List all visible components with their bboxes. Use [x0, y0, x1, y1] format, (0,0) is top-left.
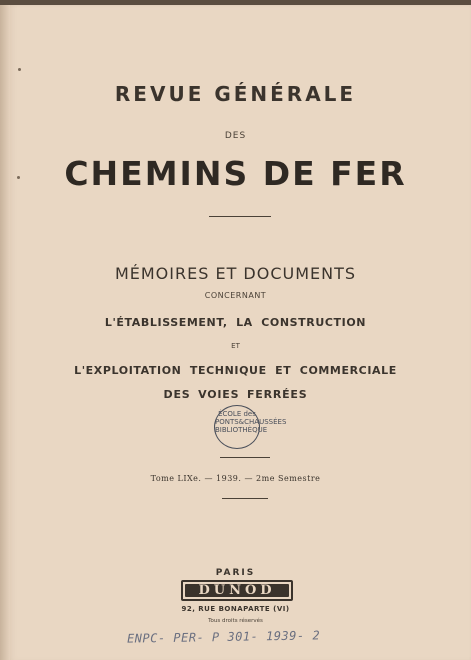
- scope-line-exploitation: L'EXPLOITATION TECHNIQUE ET COMMERCIALE: [74, 364, 397, 377]
- divider-rule: [209, 216, 271, 217]
- publisher-city: PARIS: [215, 568, 256, 578]
- journal-title-des: DES: [224, 131, 247, 141]
- handwritten-shelfmark: ENPC- PER- P 301- 1939- 2: [126, 628, 321, 646]
- publisher-logo: [181, 580, 293, 601]
- scope-line-etablissement: L'ÉTABLISSEMENT, LA CONSTRUCTION: [104, 316, 367, 329]
- library-stamp-text: ÉCOLE des PONTS&CHAUSSÉES BIBLIOTHÈQUE: [215, 410, 287, 434]
- rights-notice: Tous droits réservés: [208, 618, 263, 624]
- concernant-label: CONCERNANT: [204, 291, 267, 300]
- scope-line-voies: DES VOIES FERRÉES: [163, 388, 308, 401]
- publisher-address: 92, RUE BONAPARTE (VI): [181, 605, 290, 613]
- volume-line: Tome LIXe. — 1939. — 2me Semestre: [150, 474, 321, 483]
- journal-title-main: CHEMINS DE FER: [64, 154, 407, 193]
- publisher-logo-plate: [185, 584, 289, 597]
- journal-title-line1: REVUE GÉNÉRALE: [114, 82, 357, 106]
- publisher-name: DUNOD: [198, 583, 276, 598]
- scope-line-et: ET: [231, 342, 240, 350]
- top-page-edge: [0, 0, 471, 5]
- divider-rule: [220, 457, 270, 458]
- library-stamp: [214, 405, 287, 449]
- divider-rule: [222, 498, 268, 499]
- subtitle: MÉMOIRES ET DOCUMENTS: [114, 264, 357, 283]
- margin-mark: [18, 68, 21, 71]
